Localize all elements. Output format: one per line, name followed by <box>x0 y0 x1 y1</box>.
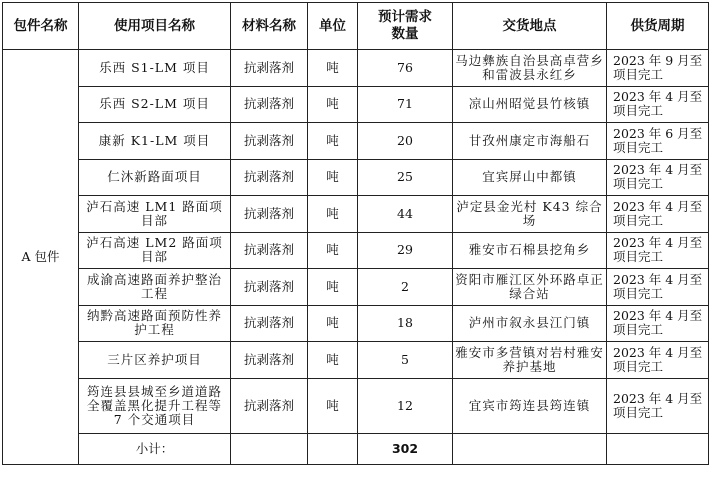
unit-cell: 吨 <box>308 123 358 160</box>
project-cell: 乐西 S1-LM 项目 <box>79 50 231 87</box>
unit-cell: 吨 <box>308 305 358 342</box>
project-cell: 乐西 S2-LM 项目 <box>79 86 231 123</box>
header-project: 使用项目名称 <box>79 3 231 50</box>
material-cell: 抗剥落剂 <box>231 305 308 342</box>
location-cell: 宜宾市筠连县筠连镇 <box>453 378 607 433</box>
unit-cell: 吨 <box>308 378 358 433</box>
location-cell: 马边彝族自治县高卓营乡和雷波县永红乡 <box>453 50 607 87</box>
supply-table <box>2 2 709 465</box>
project-cell: 泸石高速 LM2 路面项目部 <box>79 232 231 269</box>
subtotal-period-empty <box>607 433 709 464</box>
subtotal-unit-empty <box>308 433 358 464</box>
quantity-cell: 44 <box>358 196 453 233</box>
project-cell: 三片区养护项目 <box>79 342 231 379</box>
material-cell: 抗剥落剂 <box>231 159 308 196</box>
quantity-cell: 25 <box>358 159 453 196</box>
subtotal-quantity: 302 <box>358 433 453 464</box>
material-cell: 抗剥落剂 <box>231 269 308 306</box>
location-cell: 泸州市叙永县江门镇 <box>453 305 607 342</box>
quantity-cell: 71 <box>358 86 453 123</box>
period-cell: 2023 年 4 月至项目完工 <box>607 159 709 196</box>
table-row <box>3 123 709 160</box>
material-cell: 抗剥落剂 <box>231 232 308 269</box>
period-cell: 2023 年 4 月至项目完工 <box>607 86 709 123</box>
project-cell: 康新 K1-LM 项目 <box>79 123 231 160</box>
unit-cell: 吨 <box>308 269 358 306</box>
unit-cell: 吨 <box>308 342 358 379</box>
unit-cell: 吨 <box>308 159 358 196</box>
project-cell: 筠连县县城至乡道道路全覆盖黑化提升工程等 7 个交通项目 <box>79 378 231 433</box>
table-row <box>3 269 709 306</box>
unit-cell: 吨 <box>308 232 358 269</box>
location-cell: 宜宾屏山中都镇 <box>453 159 607 196</box>
location-cell: 资阳市雁江区外环路卓正绿合站 <box>453 269 607 306</box>
material-cell: 抗剥落剂 <box>231 86 308 123</box>
location-cell: 凉山州昭觉县竹核镇 <box>453 86 607 123</box>
header-unit: 单位 <box>308 3 358 50</box>
header-location: 交货地点 <box>453 3 607 50</box>
header-material: 材料名称 <box>231 3 308 50</box>
table-row <box>3 86 709 123</box>
material-cell: 抗剥落剂 <box>231 378 308 433</box>
table-row <box>3 342 709 379</box>
header-row <box>3 3 709 50</box>
table-row <box>3 232 709 269</box>
quantity-cell: 12 <box>358 378 453 433</box>
package-name-cell: A 包件 <box>3 50 79 465</box>
material-cell: 抗剥落剂 <box>231 123 308 160</box>
unit-cell: 吨 <box>308 50 358 87</box>
subtotal-material-empty <box>231 433 308 464</box>
material-cell: 抗剥落剂 <box>231 196 308 233</box>
period-cell: 2023 年 4 月至项目完工 <box>607 342 709 379</box>
project-cell: 仁沐新路面项目 <box>79 159 231 196</box>
table-row <box>3 378 709 433</box>
project-cell: 泸石高速 LM1 路面项目部 <box>79 196 231 233</box>
quantity-cell: 20 <box>358 123 453 160</box>
subtotal-location-empty <box>453 433 607 464</box>
unit-cell: 吨 <box>308 196 358 233</box>
location-cell: 泸定县金光村 K43 综合场 <box>453 196 607 233</box>
period-cell: 2023 年 4 月至项目完工 <box>607 305 709 342</box>
project-cell: 成渝高速路面养护整治工程 <box>79 269 231 306</box>
header-period: 供货周期 <box>607 3 709 50</box>
location-cell: 雅安市多营镇对岩村雅安养护基地 <box>453 342 607 379</box>
material-cell: 抗剥落剂 <box>231 342 308 379</box>
table-row <box>3 159 709 196</box>
header-quantity: 预计需求数量 <box>358 3 453 50</box>
period-cell: 2023 年 6 月至项目完工 <box>607 123 709 160</box>
location-cell: 雅安市石棉县挖角乡 <box>453 232 607 269</box>
period-cell: 2023 年 4 月至项目完工 <box>607 378 709 433</box>
quantity-cell: 5 <box>358 342 453 379</box>
table-row <box>3 50 709 87</box>
project-cell: 纳黔高速路面预防性养护工程 <box>79 305 231 342</box>
subtotal-label: 小计： <box>79 433 231 464</box>
material-cell: 抗剥落剂 <box>231 50 308 87</box>
location-cell: 甘孜州康定市海船石 <box>453 123 607 160</box>
period-cell: 2023 年 4 月至项目完工 <box>607 232 709 269</box>
table-row <box>3 305 709 342</box>
quantity-cell: 2 <box>358 269 453 306</box>
period-cell: 2023 年 9 月至项目完工 <box>607 50 709 87</box>
quantity-cell: 18 <box>358 305 453 342</box>
period-cell: 2023 年 4 月至项目完工 <box>607 196 709 233</box>
table-row <box>3 196 709 233</box>
header-package: 包件名称 <box>3 3 79 50</box>
subtotal-row <box>3 433 709 464</box>
quantity-cell: 29 <box>358 232 453 269</box>
quantity-cell: 76 <box>358 50 453 87</box>
period-cell: 2023 年 4 月至项目完工 <box>607 269 709 306</box>
unit-cell: 吨 <box>308 86 358 123</box>
